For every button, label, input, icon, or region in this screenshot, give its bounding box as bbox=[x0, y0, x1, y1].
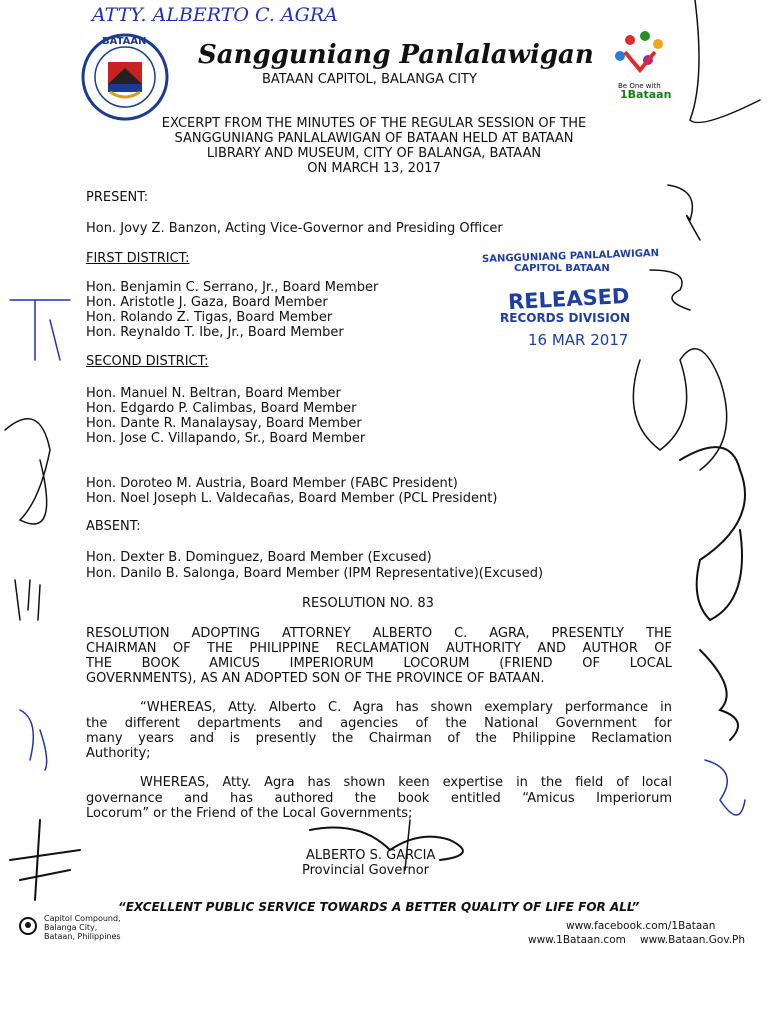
logo-brand: 1Bataan bbox=[620, 88, 672, 101]
website-link-1[interactable]: www.1Bataan.com bbox=[528, 934, 626, 946]
resolution-title-line: GOVERNMENTS), AS AN ADOPTED SON OF THE PROVINCE OF BATAAN. bbox=[86, 671, 545, 686]
seal-text-top: BATAAN bbox=[102, 36, 147, 47]
location-pin-icon bbox=[18, 916, 38, 936]
second-district-label: SECOND DISTRICT: bbox=[86, 354, 209, 369]
whereas-line: WHEREAS, Atty. Agra has shown keen expertise in the field of local bbox=[140, 775, 672, 790]
list-item: Hon. Dante R. Manalaysay, Board Member bbox=[86, 416, 362, 431]
whereas-line: many years and is presently the Chairman of the Philippine Reclamation bbox=[86, 731, 672, 746]
list-item: Hon. Manuel N. Beltran, Board Member bbox=[86, 386, 341, 401]
released-stamp bbox=[480, 245, 680, 355]
resolution-number: RESOLUTION NO. 83 bbox=[302, 596, 434, 611]
first-district-label: FIRST DISTRICT: bbox=[86, 251, 190, 266]
stamp-released: RELEASED bbox=[507, 283, 630, 315]
whereas-line: “WHEREAS, Atty. Alberto C. Agra has shown exemplary performance in bbox=[140, 700, 672, 715]
list-item: Hon. Reynaldo T. Ibe, Jr., Board Member bbox=[86, 325, 344, 340]
whereas-line: governance and has authored the book entitled “Amicus Imperiorum bbox=[86, 791, 672, 806]
council-title: Sangguniang Panlalawigan bbox=[198, 40, 594, 70]
list-item: Hon. Jose C. Villapando, Sr., Board Member bbox=[86, 431, 366, 446]
website-link-2[interactable]: www.Bataan.Gov.Ph bbox=[640, 934, 746, 946]
signatory-title: Provincial Governor bbox=[302, 863, 430, 878]
stamp-line-1: SANGGUNIANG PANLALAWIGAN bbox=[481, 247, 660, 266]
list-item: Hon. Aristotle J. Gaza, Board Member bbox=[86, 295, 328, 310]
presiding-officer: Hon. Jovy Z. Banzon, Acting Vice-Governor and Presiding Officer bbox=[86, 221, 503, 236]
stamp-line-2: CAPITOL BATAAN bbox=[514, 263, 610, 274]
excerpt-line-3: LIBRARY AND MUSEUM, CITY OF BALANGA, BATAAN bbox=[206, 146, 542, 161]
bataan-seal bbox=[80, 32, 170, 122]
whereas-line: Locorum” or the Friend of the Local Governments; bbox=[86, 806, 413, 821]
list-item: Hon. Benjamin C. Serrano, Jr., Board Member bbox=[86, 280, 379, 295]
list-item: Hon. Rolando Z. Tigas, Board Member bbox=[86, 310, 333, 325]
1bataan-logo bbox=[600, 30, 690, 100]
resolution-title-line: RESOLUTION ADOPTING ATTORNEY ALBERTO C. AGRA, PRESENTLY THE bbox=[86, 626, 672, 641]
footer-address-line: Bataan, Philippines bbox=[44, 932, 121, 941]
footer-address-line: Balanga City, bbox=[44, 923, 98, 932]
list-item: Hon. Edgardo P. Calimbas, Board Member bbox=[86, 401, 357, 416]
list-item: Hon. Danilo B. Salonga, Board Member (IPM Representative)(Excused) bbox=[86, 566, 544, 581]
present-label: PRESENT: bbox=[86, 190, 149, 205]
excerpt-line-4: ON MARCH 13, 2017 bbox=[307, 161, 441, 176]
whereas-line: the different departments and agencies of the National Government for bbox=[86, 716, 672, 731]
handwritten-note: ATTY. ALBERTO C. AGRA bbox=[92, 4, 338, 26]
facebook-link[interactable]: www.facebook.com/1Bataan bbox=[566, 920, 716, 932]
list-item: Hon. Doroteo M. Austria, Board Member (FABC President) bbox=[86, 476, 458, 491]
stamp-division: RECORDS DIVISION bbox=[500, 311, 630, 325]
resolution-title-line: CHAIRMAN OF THE PHILIPPINE RECLAMATION AUTHORITY AND AUTHOR OF bbox=[86, 641, 672, 656]
whereas-line: Authority; bbox=[86, 746, 151, 761]
resolution-title-line: THE BOOK AMICUS IMPERIORUM LOCORUM (FRIEND OF LOCAL bbox=[86, 656, 672, 671]
absent-label: ABSENT: bbox=[86, 519, 141, 534]
list-item: Hon. Dexter B. Dominguez, Board Member (Excused) bbox=[86, 550, 432, 565]
excerpt-line-2: SANGGUNIANG PANLALAWIGAN OF BATAAN HELD AT BATAAN bbox=[174, 131, 574, 146]
footer-motto: “EXCELLENT PUBLIC SERVICE TOWARDS A BETTER QUALITY OF LIFE FOR ALL” bbox=[118, 900, 640, 914]
stamp-date: 16 MAR 2017 bbox=[528, 331, 629, 349]
logo-tag: Be One with bbox=[618, 82, 661, 90]
list-item: Hon. Noel Joseph L. Valdecañas, Board Member (PCL President) bbox=[86, 491, 498, 506]
excerpt-line-1: EXCERPT FROM THE MINUTES OF THE REGULAR SESSION OF THE bbox=[161, 116, 587, 131]
council-subtitle: BATAAN CAPITOL, BALANGA CITY bbox=[262, 72, 477, 87]
signatory-name: ALBERTO S. GARCIA bbox=[306, 848, 436, 863]
footer-address-line: Capitol Compound, bbox=[44, 914, 121, 923]
